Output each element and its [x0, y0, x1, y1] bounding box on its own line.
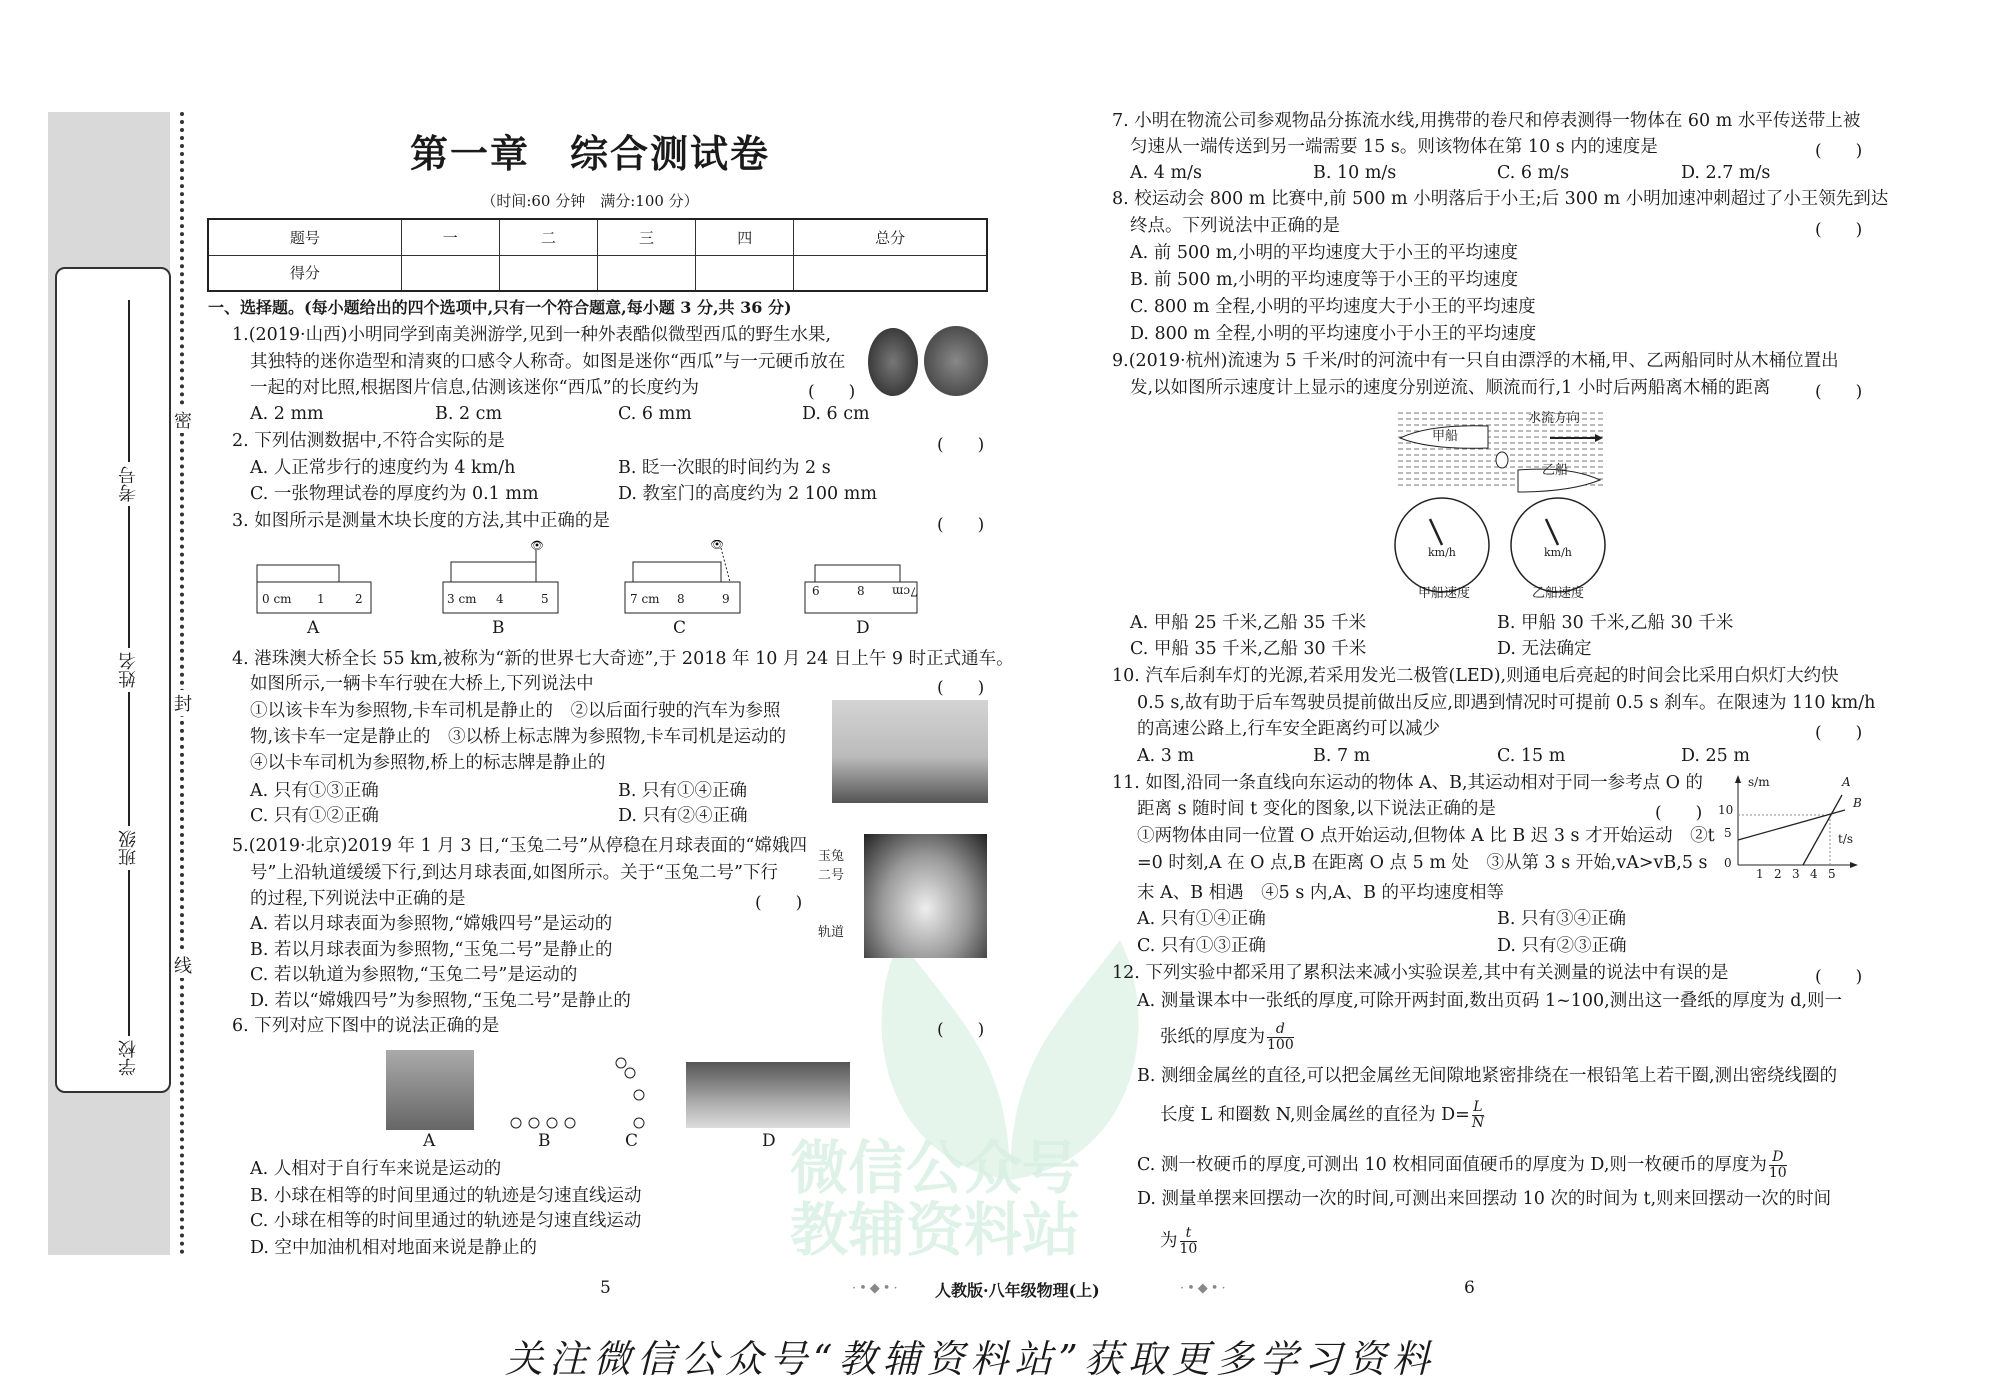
q12-text: 长度 L 和圈数 N,则金属丝的直径为 D=	[1160, 1105, 1470, 1125]
answer-blank[interactable]: ( )	[1655, 803, 1703, 823]
q8-line: 8. 校运动会 800 m 比赛中,前 500 m 小明落后于小王;后 300 m 小明加速冲刺超过了小王领先到达	[1112, 189, 1889, 209]
graph-ylabel: s/m	[1748, 775, 1770, 789]
q12-text: C. 测一枚硬币的厚度,可测出 10 枚相同面值硬币的厚度为 D,则一枚硬币的厚度为	[1137, 1155, 1767, 1175]
q4-line: 4. 港珠澳大桥全长 55 km,被称为“新的世界七大奇迹”,于 2018 年 10 月 24 日上午 9 时正式通车。	[232, 649, 1014, 669]
ruler-mark: 7 cm	[630, 592, 660, 606]
exam-time-score: （时间:60 分钟 满分:100 分）	[481, 192, 699, 210]
score-row-label: 得分	[208, 255, 401, 291]
q7-option: C. 6 m/s	[1497, 163, 1570, 183]
q4-line: 物,该卡车一定是静止的 ③以桥上标志牌为参照物,卡车司机是运动的	[250, 727, 787, 747]
q6-option: C. 小球在相等的时间里通过的轨迹是匀速直线运动	[250, 1211, 642, 1231]
q7-line: 匀速从一端传送到另一端需要 15 s。则该物体在第 10 s 内的速度是	[1130, 137, 1658, 157]
y-tick: 10	[1718, 803, 1734, 817]
q7-option: D. 2.7 m/s	[1681, 163, 1771, 183]
figure-label: B	[538, 1131, 551, 1151]
answer-blank[interactable]: ( )	[1815, 967, 1863, 987]
page-number-right: 6	[1464, 1278, 1475, 1298]
track-label: 轨道	[818, 925, 845, 940]
q11-line: 距离 s 随时间 t 变化的图象,以下说法正确的是	[1137, 799, 1496, 819]
eye-icon: 👁	[710, 540, 724, 551]
q8-option: A. 前 500 m,小明的平均速度大于小王的平均速度	[1130, 243, 1518, 263]
graph-xlabel: t/s	[1838, 832, 1854, 846]
series-b-label: B	[1853, 796, 1862, 810]
ruler-mark: 8	[857, 584, 865, 598]
q6-option: A. 人相对于自行车来说是运动的	[250, 1159, 502, 1179]
q3-line: 3. 如图所示是测量木块长度的方法,其中正确的是	[232, 511, 610, 531]
q8-option: C. 800 m 全程,小明的平均速度大于小王的平均速度	[1130, 297, 1536, 317]
ruler-mark: 9	[722, 592, 730, 606]
footer-dots-left: ·•◆•·	[852, 1281, 901, 1296]
s-t-graph	[1730, 775, 1860, 875]
q10-line: 的高速公路上,行车安全距离约可以减少	[1137, 719, 1441, 739]
ruler-mark: 3 cm	[447, 592, 477, 606]
q10-option: B. 7 m	[1313, 746, 1371, 766]
gauge-unit: km/h	[1544, 546, 1572, 559]
q7-line: 7. 小明在物流公司参观物品分拣流水线,用携带的卷尺和停表测得一物体在 60 m 水平传送带上被	[1112, 111, 1861, 131]
bucket-icon	[1496, 452, 1508, 468]
flow-direction-label: 水流方向	[1528, 411, 1581, 426]
q4-line: ④以卡车司机为参照物,桥上的标志牌是静止的	[250, 753, 606, 773]
cyclist-photo	[386, 1050, 474, 1130]
seal-char-xian: 线	[172, 952, 194, 978]
q7-option: A. 4 m/s	[1130, 163, 1202, 183]
q11-line: =0 时刻,A 在 O 点,B 在距离 O 点 5 m 处 ③从第 3 s 开始,vA>vB,5 s	[1137, 853, 1708, 873]
q12-option-a	[1160, 1022, 1294, 1053]
score-cell[interactable]	[794, 255, 987, 291]
q4-option: A. 只有①③正确	[250, 781, 379, 801]
bridge-truck-photo	[832, 700, 988, 803]
rover-label: 二号	[818, 868, 845, 883]
q2-option: D. 教室门的高度约为 2 100 mm	[618, 484, 877, 504]
q4-option: C. 只有①②正确	[250, 806, 379, 826]
ruler-mark: 7cm	[892, 584, 918, 599]
score-cell[interactable]	[696, 255, 794, 291]
gauge-b-label: 乙船速度	[1532, 586, 1585, 601]
ruler-mark: 5	[541, 592, 549, 606]
q10-line: 0.5 s,故有助于后车驾驶员提前做出反应,即遇到情况时可提前 0.5 s 刹车。在限速为 110 km/h	[1137, 693, 1876, 713]
gauge-unit: km/h	[1428, 546, 1456, 559]
field-exam-number: 考号	[116, 462, 140, 506]
answer-blank[interactable]: ( )	[937, 435, 985, 455]
x-tick: 2	[1774, 867, 1782, 881]
q12-option-d: D. 测量单摆来回摆动一次的时间,可测出来回摆动 10 次的时间为 t,则来回摆动一次的时间	[1137, 1189, 1832, 1209]
q9-option: D. 无法确定	[1497, 639, 1592, 659]
q2-option: B. 眨一次眼的时间约为 2 s	[618, 458, 831, 478]
figure-label: D	[762, 1131, 776, 1151]
q10-option: C. 15 m	[1497, 746, 1566, 766]
q7-option: B. 10 m/s	[1313, 163, 1397, 183]
q6-option: D. 空中加油机相对地面来说是静止的	[250, 1238, 538, 1258]
field-school: 学校	[116, 1036, 140, 1080]
answer-blank[interactable]: ( )	[937, 1020, 985, 1040]
q1-option: D. 6 cm	[802, 404, 870, 424]
boat-b-label: 乙船	[1542, 463, 1569, 478]
q6-line: 6. 下列对应下图中的说法正确的是	[232, 1016, 500, 1036]
q8-option: D. 800 m 全程,小明的平均速度小于小王的平均速度	[1130, 324, 1537, 344]
series-a-label: A	[1842, 775, 1851, 789]
q12-option-b: B. 测细金属丝的直径,可以把金属丝无间隙地紧密排绕在一根铅笔上若干圈,测出密绕线圈的	[1137, 1066, 1838, 1086]
handwritten-notice: 关注微信公众号“教辅资料站”获取更多学习资料	[505, 1337, 1436, 1381]
q11-line: ①两物体由同一位置 O 点开始运动,但物体 A 比 B 迟 3 s 才开始运动 ②t	[1137, 826, 1715, 846]
rover-label: 玉兔	[818, 849, 845, 864]
figure-label: A	[423, 1131, 436, 1151]
watermark-text: 微信公众号	[790, 1134, 1081, 1202]
denominator: 100	[1267, 1037, 1294, 1053]
figure-label: D	[856, 618, 870, 638]
numerator: t	[1180, 1226, 1198, 1242]
score-header: 四	[696, 219, 794, 255]
q12-option-b	[1160, 1100, 1484, 1131]
line-a	[1803, 795, 1842, 865]
seal-char-mi: 密	[172, 407, 194, 433]
ruler-mark: 2	[355, 592, 363, 606]
fraction	[1769, 1150, 1787, 1181]
q1-option: B. 2 cm	[435, 404, 503, 424]
refueling-plane-photo	[686, 1062, 850, 1128]
score-cell[interactable]	[401, 255, 499, 291]
x-tick: 3	[1792, 867, 1800, 881]
boat-a-label: 甲船	[1432, 429, 1459, 444]
q5-line: 号”上沿轨道缓缓下行,到达月球表面,如图所示。关于“玉兔二号”下行	[250, 863, 778, 883]
q1-line: 一起的对比照,根据图片信息,估测该迷你“西瓜”的长度约为	[250, 378, 700, 398]
answer-blank[interactable]: ( )	[1815, 141, 1863, 161]
q9-line: 9.(2019·杭州)流速为 5 千米/时的河流中有一只自由漂浮的木桶,甲、乙两船同时从木桶位置出	[1112, 351, 1839, 371]
score-header: 二	[499, 219, 597, 255]
score-header: 一	[401, 219, 499, 255]
moon-rover-photo	[864, 834, 987, 958]
ruler-figures	[250, 540, 930, 620]
seal-dotted-line	[180, 112, 184, 1255]
field-name: 姓名	[116, 648, 140, 692]
section-heading: 一、选择题。(每小题给出的四个选项中,只有一个符合题意,每小题 3 分,共 36 分)	[208, 298, 792, 317]
q5-option: B. 若以月球表面为参照物,“玉兔二号”是静止的	[250, 940, 613, 960]
x-tick: 1	[1756, 867, 1764, 881]
page-title: 第一章 综合测试卷	[409, 131, 770, 176]
score-table	[207, 218, 988, 292]
q9-option: A. 甲船 25 千米,乙船 35 千米	[1130, 613, 1367, 633]
fraction	[1180, 1226, 1198, 1257]
eye-icon: 👁	[530, 540, 544, 552]
ruler-mark: 8	[677, 592, 685, 606]
answer-blank[interactable]: ( )	[1815, 382, 1863, 402]
q2-option: C. 一张物理试卷的厚度约为 0.1 mm	[250, 484, 539, 504]
q2-option: A. 人正常步行的速度约为 4 km/h	[250, 458, 516, 478]
q6-option: B. 小球在相等的时间里通过的轨迹是匀速直线运动	[250, 1186, 642, 1206]
q9-line: 发,以如图所示速度计上显示的速度分别逆流、顺流而行,1 小时后两船离木桶的距离	[1130, 378, 1771, 398]
coin-photo	[924, 326, 988, 396]
student-info-box	[55, 267, 171, 1093]
answer-blank[interactable]: ( )	[1815, 723, 1863, 743]
y-tick: 0	[1724, 856, 1732, 870]
q10-line: 10. 汽车后刹车灯的光源,若采用发光二极管(LED),则通电后亮起的时间会比采用白炽灯大约快	[1112, 666, 1839, 686]
q5-option: A. 若以月球表面为参照物,“嫦娥四号”是运动的	[250, 914, 613, 934]
q5-option: D. 若以“嫦娥四号”为参照物,“玉兔二号”是静止的	[250, 991, 631, 1011]
ball-trajectories	[505, 1055, 655, 1135]
q11-option: D. 只有②③正确	[1497, 936, 1627, 956]
q4-line: 如图所示,一辆卡车行驶在大桥上,下列说法中	[250, 674, 594, 694]
q11-line: 11. 如图,沿同一条直线向东运动的物体 A、B,其运动相对于同一参考点 O 的	[1112, 773, 1704, 793]
watermark-text: 教辅资料站	[790, 1196, 1081, 1264]
q1-line: 1.(2019·山西)小明同学到南美洲游学,见到一种外表酷似微型西瓜的野生水果,	[232, 325, 832, 345]
numerator: d	[1267, 1022, 1294, 1038]
q11-option: C. 只有①③正确	[1137, 936, 1266, 956]
q2-line: 2. 下列估测数据中,不符合实际的是	[232, 431, 505, 451]
score-header: 题号	[208, 219, 401, 255]
q10-option: A. 3 m	[1137, 746, 1195, 766]
figure-label: C	[673, 618, 687, 638]
ruler-mark: 4	[496, 592, 504, 606]
score-cell[interactable]	[499, 255, 597, 291]
q12-text: 为	[1160, 1231, 1178, 1251]
score-cell[interactable]	[597, 255, 695, 291]
ruler-mark: 1	[317, 592, 325, 606]
q11-option: B. 只有③④正确	[1497, 909, 1626, 929]
denominator: N	[1471, 1115, 1485, 1131]
x-tick: 5	[1828, 867, 1836, 881]
q12-option-d	[1160, 1226, 1197, 1257]
figure-label: C	[625, 1131, 639, 1151]
page-number-left: 5	[600, 1278, 611, 1298]
ruler-mark: 6	[812, 584, 820, 598]
ruler-mark: 0 cm	[262, 592, 292, 606]
score-header: 总分	[794, 219, 987, 255]
numerator: D	[1769, 1150, 1787, 1166]
answer-blank[interactable]: ( )	[937, 678, 985, 698]
fraction	[1472, 1100, 1484, 1131]
denominator: 10	[1768, 1165, 1787, 1181]
q8-line: 终点。下列说法中正确的是	[1130, 216, 1340, 236]
q1-option: A. 2 mm	[250, 404, 324, 424]
q11-line: 末 A、B 相遇 ④5 s 内,A、B 的平均速度相等	[1137, 883, 1504, 903]
q9-option: C. 甲船 35 千米,乙船 30 千米	[1130, 639, 1367, 659]
q10-option: D. 25 m	[1681, 746, 1750, 766]
q4-line: ①以该卡车为参照物,卡车司机是静止的 ②以后面行驶的汽车为参照	[250, 701, 781, 721]
q12-line: 12. 下列实验中都采用了累积法来减小实验误差,其中有关测量的说法中有误的是	[1112, 963, 1729, 983]
q8-option: B. 前 500 m,小明的平均速度等于小王的平均速度	[1130, 270, 1519, 290]
q4-option: D. 只有②④正确	[618, 806, 748, 826]
answer-blank[interactable]: ( )	[755, 893, 803, 913]
field-class: 班级	[116, 826, 140, 870]
seal-char-feng: 封	[172, 690, 194, 716]
q9-option: B. 甲船 30 千米,乙船 30 千米	[1497, 613, 1734, 633]
footer-book-title: 人教版·八年级物理(上)	[935, 1281, 1100, 1300]
q1-option: C. 6 mm	[618, 404, 692, 424]
score-header: 三	[597, 219, 695, 255]
q5-line: 5.(2019·北京)2019 年 1 月 3 日,“玉兔二号”从停稳在月球表面的“嫦娥四	[232, 836, 807, 856]
river-boats-figure	[1390, 410, 1620, 610]
footer-dots-right: ·•◆•·	[1180, 1281, 1229, 1296]
q12-option-a: A. 测量课本中一张纸的厚度,可除开两封面,数出页码 1~100,测出这一叠纸的厚度为 d,则一	[1137, 991, 1843, 1011]
q1-line: 其独特的迷你造型和清爽的口感令人称奇。如图是迷你“西瓜”与一元硬币放在	[250, 352, 846, 372]
answer-blank[interactable]: ( )	[808, 382, 856, 402]
numerator: L	[1473, 1099, 1483, 1115]
q5-line: 的过程,下列说法中正确的是	[250, 889, 466, 909]
fraction	[1267, 1022, 1294, 1053]
q12-text: 张纸的厚度为	[1160, 1027, 1265, 1047]
answer-blank[interactable]: ( )	[937, 515, 985, 535]
gauge-a-label: 甲船速度	[1418, 586, 1471, 601]
figure-label: A	[307, 618, 320, 638]
q5-option: C. 若以轨道为参照物,“玉兔二号”是运动的	[250, 965, 578, 985]
q4-option: B. 只有①④正确	[618, 781, 747, 801]
answer-blank[interactable]: ( )	[1815, 220, 1863, 240]
q12-option-c	[1137, 1150, 1787, 1181]
denominator: 10	[1179, 1241, 1198, 1257]
x-tick: 4	[1810, 867, 1818, 881]
figure-label: B	[492, 618, 505, 638]
watermelon-photo	[868, 328, 918, 396]
y-tick: 5	[1724, 826, 1732, 840]
q11-option: A. 只有①④正确	[1137, 909, 1266, 929]
